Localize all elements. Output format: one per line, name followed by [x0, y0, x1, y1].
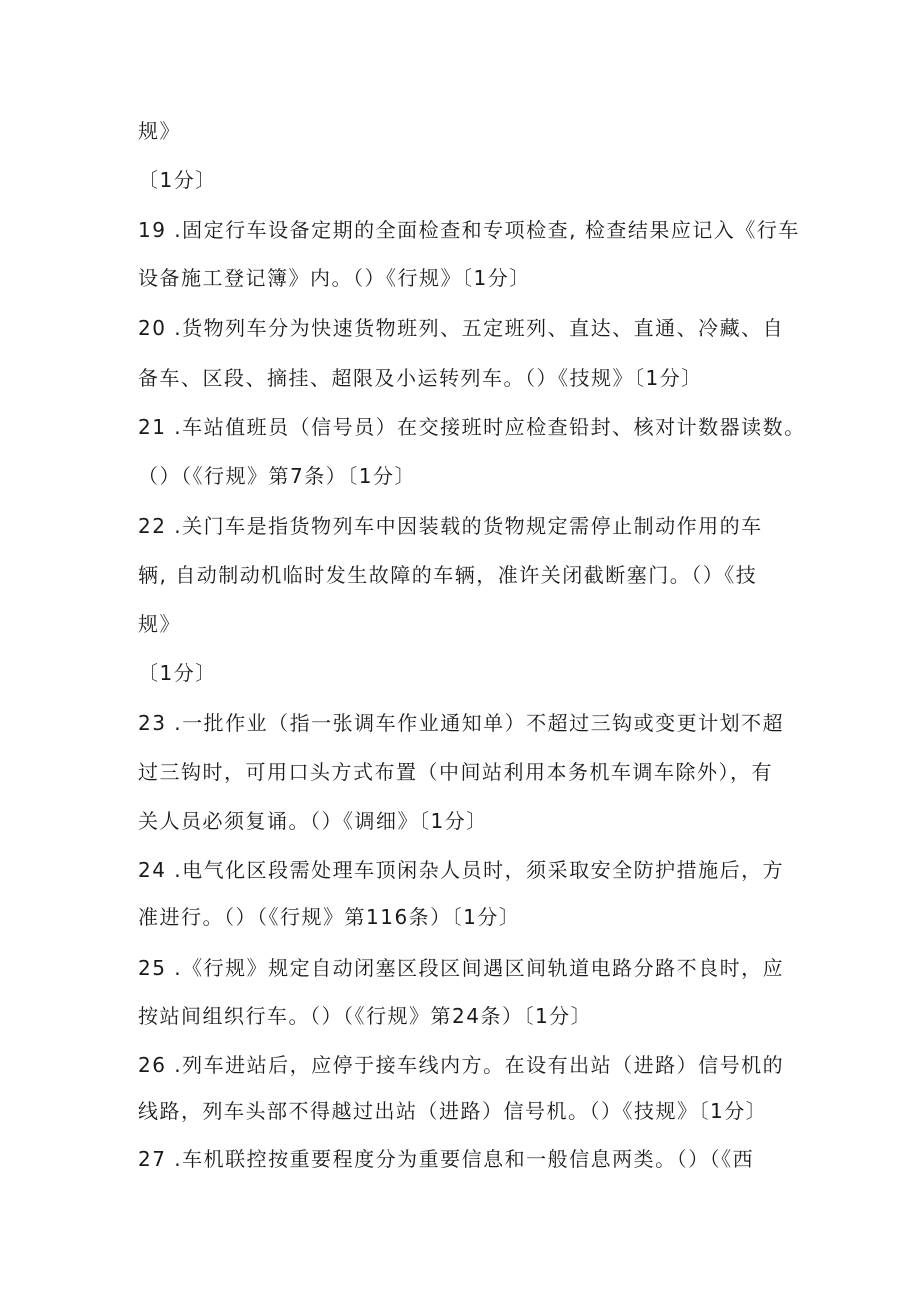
question-23-line-3: 关人员必须复诵。（）《调细》〔1分〕 — [138, 809, 488, 833]
question-22-line-4: 〔1分〕 — [138, 661, 217, 685]
question-27-line-1: 27 .车机联控按重要程度分为重要信息和一般信息两类。（）（《西 — [138, 1147, 755, 1171]
question-19-line-2: 设备施工登记簿》内。（）《行规》〔1分〕 — [138, 266, 531, 290]
question-21-line-2: （）（《行规》第7条）〔1分〕 — [138, 464, 416, 488]
question-23-line-1: 23 .一批作业（指一张调车作业通知单）不超过三钩或变更计划不超 — [138, 711, 785, 735]
question-23-line-2: 过三钩时，可用口头方式布置（中间站利用本务机车调车除外），有 — [138, 760, 773, 784]
question-25-line-1: 25 .《行规》规定自动闭塞区段区间遇区间轨道电路分路不良时，应 — [138, 956, 785, 980]
question-20-line-2: 备车、区段、摘挂、超限及小运转列车。（）《技规》〔1分〕 — [138, 366, 703, 390]
question-22-line-2: 辆, 自动制动机临时发生故障的车辆，准许关闭截断塞门。（）《技 — [138, 563, 758, 587]
question-22-line-1: 22 .关门车是指货物列车中因装载的货物规定需停止制动作用的车 — [138, 514, 763, 538]
question-22-line-3: 规》 — [138, 612, 181, 636]
question-19-line-1: 19 .固定行车设备定期的全面检查和专项检查, 检查结果应记入《行车 — [138, 218, 800, 242]
text-line: 〔1分〕 — [138, 168, 217, 192]
text-line: 规》 — [138, 119, 181, 143]
question-26-line-2: 线路，列车头部不得越过出站（进路）信号机。（）《技规》〔1分〕 — [138, 1099, 768, 1123]
question-21-line-1: 21 .车站值班员（信号员）在交接班时应检查铅封、核对计数器读数。 — [138, 415, 806, 439]
question-26-line-1: 26 .列车进站后，应停于接车线内方。在设有出站（进路）信号机的 — [138, 1053, 785, 1077]
question-20-line-1: 20 .货物列车分为快速货物班列、五定班列、直达、直通、冷藏、自 — [138, 316, 785, 340]
question-24-line-1: 24 .电气化区段需处理车顶闲杂人员时，须采取安全防护措施后，方 — [138, 858, 785, 882]
question-24-line-2: 准进行。（）（《行规》第116条）〔1分〕 — [138, 905, 521, 929]
question-25-line-2: 按站间组织行车。（）（《行规》第24条）〔1分〕 — [138, 1004, 593, 1028]
